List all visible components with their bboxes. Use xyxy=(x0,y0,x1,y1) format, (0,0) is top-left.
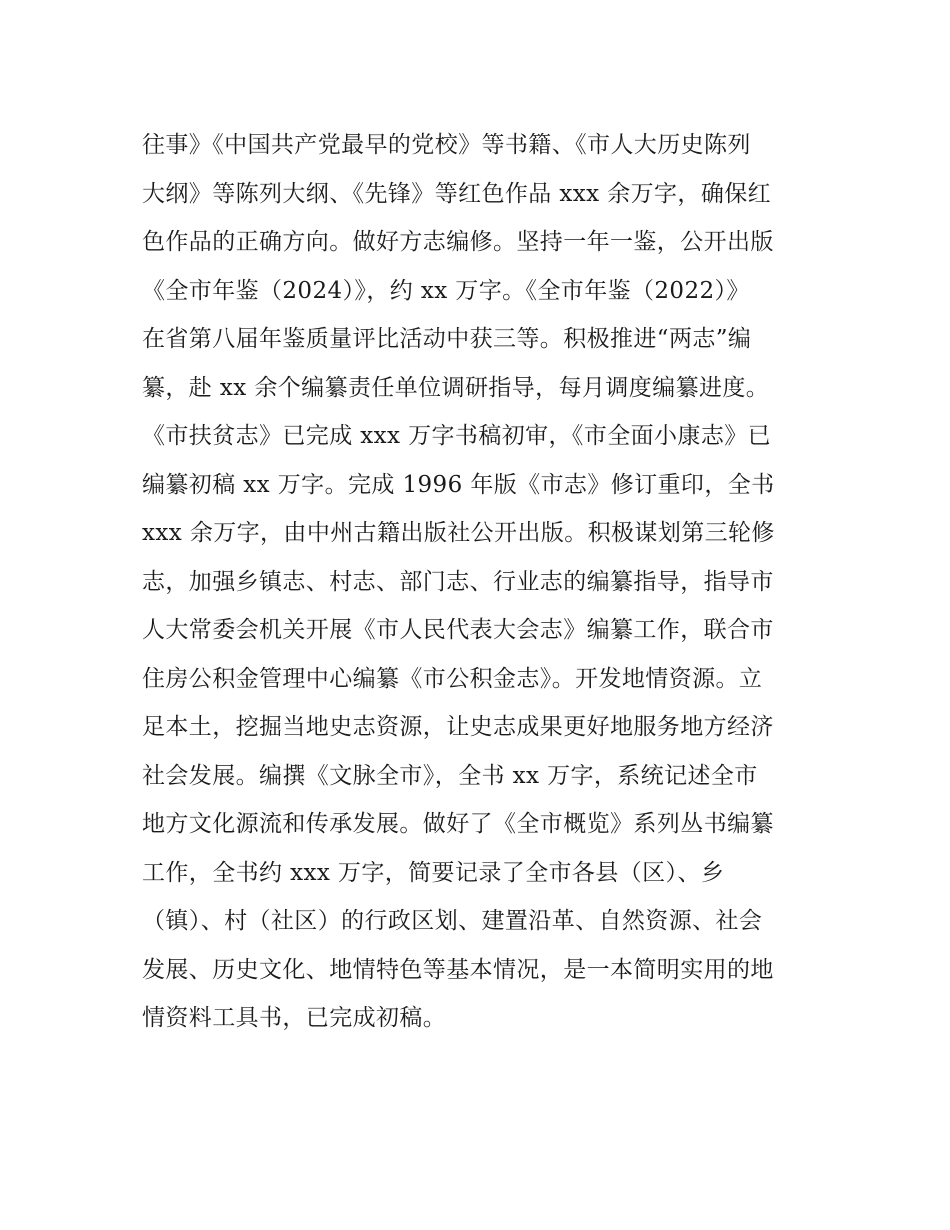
text-line-8: 编纂初稿 xx 万字。完成 1996 年版《市志》修订重印，全书 xyxy=(142,471,775,498)
text-line-17: （镇）、村（社区）的行政区划、建置沿革、自然资源、社会 xyxy=(142,908,763,934)
text-line-3: 色作品的正确方向。做好方志编修。坚持一年一鉴，公开出版 xyxy=(142,229,774,255)
text-line-9: xxx 余万字，由中州古籍出版社公开出版。积极谋划第三轮修 xyxy=(142,520,775,546)
text-line-6: 纂，赴 xx 余个编纂责任单位调研指导，每月调度编纂进度。 xyxy=(142,374,770,401)
text-line-12: 住房公积金管理中心编纂《市公积金志》。开发地情资源。立 xyxy=(142,665,763,692)
text-line-16: 工作，全书约 xxx 万字，简要记录了全市各县（区）、乡 xyxy=(142,859,725,886)
text-line-18: 发展、历史文化、地情特色等基本情况，是一本简明实用的地 xyxy=(142,956,774,983)
text-line-19: 情资料工具书，已完成初稿。 xyxy=(142,1005,447,1031)
body-paragraph xyxy=(142,121,822,1043)
text-line-7: 《市扶贫志》已完成 xxx 万字书稿初审，《市全面小康志》已 xyxy=(142,423,772,449)
text-line-2: 大纲》等陈列大纲、《先锋》等红色作品 xxx 余万字，确保红 xyxy=(142,180,772,207)
text-line-13: 足本土，挖掘当地史志资源，让史志成果更好地服务地方经济 xyxy=(142,714,774,740)
text-line-15: 地方文化源流和传承发展。做好了《全市概览》系列丛书编纂 xyxy=(142,811,774,837)
text-line-14: 社会发展。编撰《文脉全市》，全书 xx 万字，系统记述全市 xyxy=(142,762,758,789)
text-line-10: 志，加强乡镇志、村志、部门志、行业志的编纂指导，指导市 xyxy=(142,568,774,595)
text-line-4: 《全市年鉴（2024）》，约 xx 万字。《全市年鉴（2022）》 xyxy=(142,277,750,304)
text-line-11: 人大常委会机关开展《市人民代表大会志》编纂工作，联合市 xyxy=(142,617,774,643)
text-line-5: 在省第八届年鉴质量评比活动中获三等。积极推进“两志”编 xyxy=(142,326,752,352)
text-line-1: 往事》《中国共产党最早的党校》等书籍、《市人大历史陈列 xyxy=(142,132,751,158)
